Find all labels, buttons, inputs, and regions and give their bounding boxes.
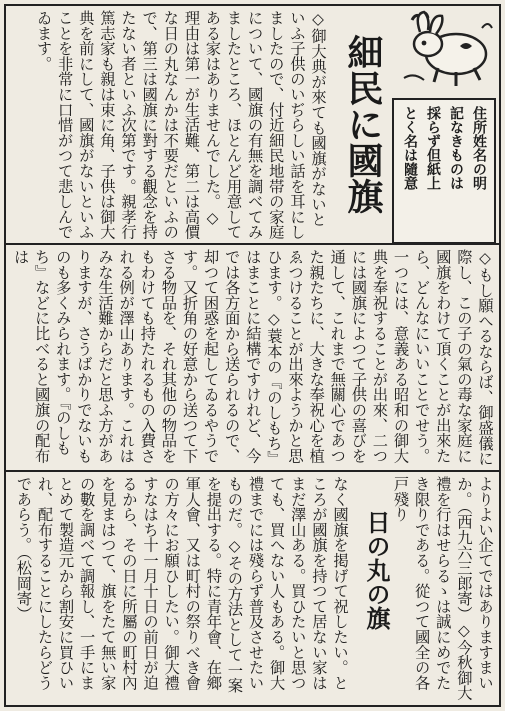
article-3-headline: 日の丸の旗 [362, 510, 391, 630]
article-1-body: ◇御大典が來ても國旗がないといふ子供のいぢらしい話を耳にしましたので、付近細民地帯の家庭について、國旗の有無を調べてみましたところ、ほとんど用意してある家はありませんでした。◇理由は第一が生活難、第二は高價な日の丸なんかは不要だといふので、第三は國旗に對する觀念を持たない者といふ次第です。親孝行篤志家も親は束に角、子供は御大典を前にして、國旗がないといふことを非常に口惜がつて悲しんでゐます。 [34, 10, 327, 240]
notice-line: 採らず但紙上 [425, 106, 441, 190]
article-3-lead: よりよい企てではありますまいか。（西九六三郎寄）◇今秋御大禮を行はせらるゝは誠にめでたき限りである。從つて國全の各戸殘り [391, 476, 494, 701]
notice-line: とく名は隨意 [402, 106, 418, 190]
notice-line: 記なきものは [448, 106, 464, 190]
divider-bottom [6, 470, 499, 472]
notice-line: 住所姓名の明 [471, 106, 487, 190]
article-2-body: ◇もし願へるならば、御盛儀に際し、この子の氣の毒な家庭に國旗をわけて頂くことが出來たら、どんなにいいことでせう。一つには、意義ある昭和の御大典を奉祝することが出來、二つには國旗によつて子供の喜びを通して、これまで無關心であつた親たちに、大きな奉祝心を植ゑつけることが出來ようかと思ひます。◇蓑本の『のしもち』はまことに結構ですけれど、今では各方面から送られるので、却つて困惑を起してゐるやうです。又折角の好意から送つて下さる物品を、それ其他の物品をもわけても持たれるもの入費される例が澤山あります。これはみな生活難からだと思ふ方がありますが、さうばかりでないものも多くみられます。『のしもち』などに比べると國旗の配布は [11, 249, 494, 466]
bottom-border [4, 705, 501, 707]
top-border [4, 4, 501, 6]
article-1-headline: 細民に國旗 [342, 34, 384, 214]
right-border [499, 4, 501, 707]
article-3-body: なく國旗を掲げて祝したい。ところが國旗を持つて居ない家はまだ澤山ある。買ひたいと思つても、買へない人もある。御大禮までには殘らず普及させたいものだ。◇その方法として一案を提出する。特に青年會、在鄉軍人會、又は町村の祭りべき會の方々にお願ひしたい。御大禮すなはち十一月十日の前日が迫るから、その日に所屬の町村內を見まはつて、旗をたて無い家の數を調べて調報し、一手にまとめて製造元から割安に買ひいれ、配布することにしたらどうであらう。（松岡寄） [14, 476, 349, 693]
rabbit-cartoon-icon [398, 8, 496, 90]
left-border [4, 4, 6, 707]
submission-notice-box [392, 98, 496, 244]
cartoon-illustration [398, 8, 496, 90]
